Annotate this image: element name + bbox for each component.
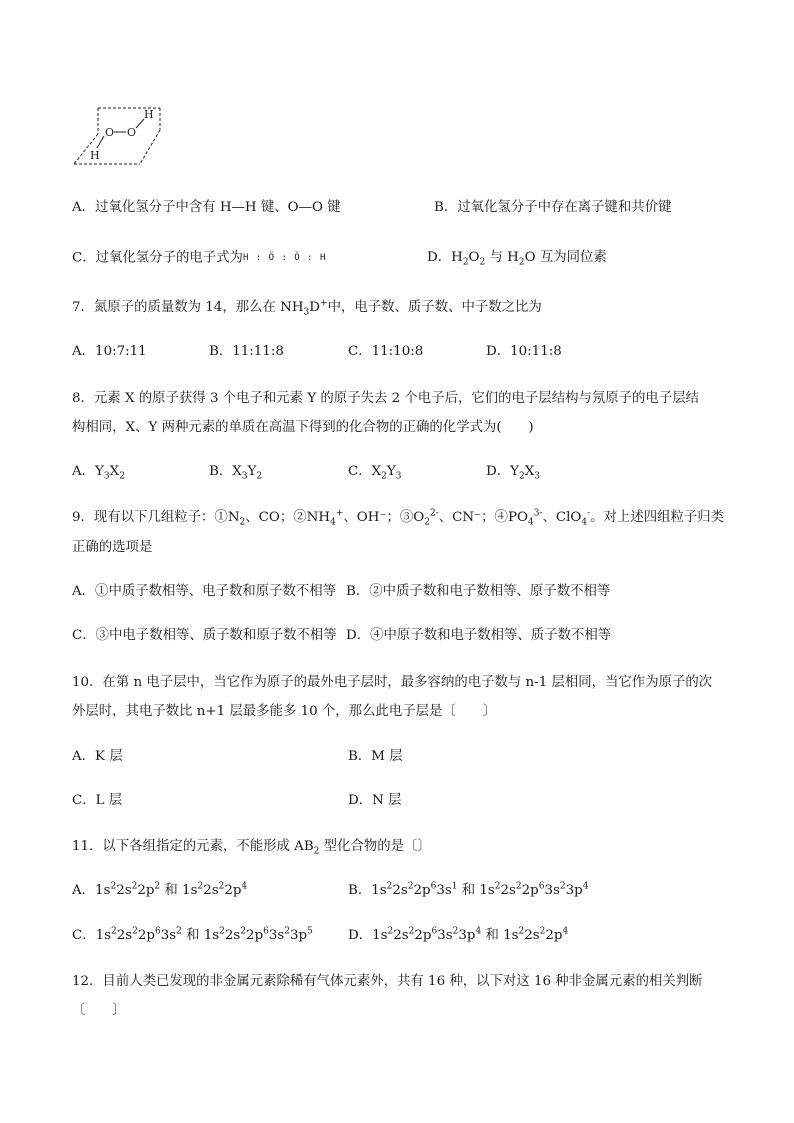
q9-l1-sup3: 3-: [533, 508, 543, 519]
q6-d-sub3: 2: [518, 257, 525, 268]
q11-a-p3: 2p: [137, 883, 155, 898]
q9-option-b[interactable]: B．②中质子数和电子数相等、原子数不相等: [346, 584, 611, 599]
q11-d-e6: 2: [518, 926, 525, 937]
q6-d-part3: 与 H: [485, 250, 519, 265]
q8-b-1: B．X: [209, 464, 242, 479]
q11-c-e3: 6: [155, 926, 161, 937]
q11-d-e4: 2: [452, 926, 459, 937]
q8-a-1: A．Y: [72, 464, 104, 479]
q9-l1-a: 9．现有以下几组粒子：①N: [72, 510, 240, 525]
q11-b-e2: 2: [407, 881, 414, 892]
q8-c-2: Y: [386, 464, 396, 479]
q11-b-p9: 3p: [565, 883, 583, 898]
q8-c-s2: 3: [395, 471, 402, 482]
q11-c-p2: 2s: [116, 928, 133, 943]
o-h-bond-top: [136, 119, 144, 128]
q11-c-e7: 6: [263, 926, 269, 937]
q11-stem-a: 11．以下各组指定的元素，不能形成 AB: [72, 839, 314, 854]
q9-stem-line1: [72, 508, 724, 528]
q6-d-part1: D．H: [427, 250, 463, 265]
atom-h-top: H: [144, 108, 154, 121]
q11-a-e2: 2: [131, 881, 138, 892]
q11-c-e4: 2: [176, 926, 182, 937]
q8-c-1: C．X: [348, 464, 382, 479]
o-h-bond-bottom: [97, 136, 104, 148]
q9-l1-d: 、CN⁻；④PO: [438, 510, 528, 525]
q11-b-p2: 2s: [392, 883, 408, 898]
q11-d-e2: 2: [408, 926, 415, 937]
q8-option-a[interactable]: [72, 462, 125, 482]
q11-b-e5: 2: [494, 881, 501, 892]
q11-c-e1: 2: [111, 926, 117, 937]
q6-option-a[interactable]: A．过氧化氢分子中含有 H—H 键、O—O 键: [72, 200, 341, 215]
q9-l1-s3: 2: [424, 517, 430, 528]
q11-d-p1: D．1s: [348, 928, 388, 943]
q9-option-d[interactable]: D．④中原子数和电子数相等、质子数不相等: [346, 628, 612, 643]
q8-d-s2: 3: [534, 471, 540, 482]
q9-l1-sup2: 2-: [429, 508, 439, 519]
q11-d-e8: 4: [562, 926, 569, 937]
q11-c-p9: 3p: [290, 928, 308, 943]
q11-c-p4: 3s: [160, 928, 177, 943]
q11-option-a[interactable]: [72, 881, 247, 901]
q11-a-e5: 2: [218, 881, 225, 892]
q8-d-1: D．Y: [486, 464, 519, 479]
q6-d-sub1: 2: [462, 257, 469, 268]
q10-option-b[interactable]: B．M 层: [348, 749, 403, 764]
q7-stem-sup: +: [320, 298, 328, 309]
q12-stem-line2: 〔 〕: [72, 1003, 126, 1018]
q9-l1-sup1: +: [335, 508, 344, 519]
q11-option-b[interactable]: [348, 881, 588, 901]
q11-d-p6: 和 1s: [481, 928, 519, 943]
q11-c-e5: 2: [219, 926, 225, 937]
q11-a-p5: 2s: [203, 883, 219, 898]
atom-o-left: O: [105, 126, 115, 139]
q11-a-p4: 和 1s: [160, 883, 198, 898]
q11-d-e3: 6: [431, 926, 438, 937]
q11-a-e1: 2: [110, 881, 117, 892]
q11-d-e1: 2: [387, 926, 394, 937]
q6-d-part4: O 互为同位素: [524, 250, 607, 265]
q11-c-e2: 2: [132, 926, 138, 937]
q6-option-c[interactable]: [72, 248, 326, 269]
q8-stem-line2: 构相同，X、Y 两种元素的单质在高温下得到的化合物的正确的化学式为( ): [72, 420, 534, 435]
q6-option-d[interactable]: [427, 248, 607, 268]
q7-option-a[interactable]: A．10:7:11: [72, 344, 147, 359]
q8-option-d[interactable]: [486, 462, 540, 482]
q7-option-d[interactable]: D．10:11:8: [486, 344, 562, 359]
q9-l1-s4: 4: [527, 517, 534, 528]
q8-b-s1: 3: [241, 471, 248, 482]
q8-a-s1: 3: [103, 471, 110, 482]
q7-option-b[interactable]: B．11:11:8: [209, 344, 284, 359]
q11-a-e3: 2: [154, 881, 161, 892]
q11-c-p1: C．1s: [72, 928, 112, 943]
q8-d-2: X: [524, 464, 535, 479]
q10-option-d[interactable]: D．N 层: [348, 793, 402, 808]
q9-option-c[interactable]: C．③中电子数相等、质子数和原子数不相等: [72, 628, 337, 643]
q7-stem-sub: 3: [303, 307, 310, 318]
q11-c-p8: 3s: [268, 928, 285, 943]
q11-b-p4: 3s: [436, 883, 452, 898]
q11-b-p5: 和 1s: [457, 883, 495, 898]
atom-o-right: O: [127, 126, 137, 139]
q10-stem-line1: 10．在第 n 电子层中，当它作为原子的最外电子层时，最多容纳的电子数与 n-1 层相同，当它作为原子的次: [72, 675, 713, 690]
q9-l1-e: 、ClO: [542, 510, 582, 525]
q7-stem-c: 中，电子数、质子数、中子数之比为: [327, 300, 542, 315]
q7-stem: [72, 298, 542, 318]
q9-l1-b: 、CO；②NH: [245, 510, 331, 525]
q11-c-p6: 2s: [224, 928, 241, 943]
plane-edge-diagonal-right: [140, 130, 160, 164]
q6-option-b[interactable]: B．过氧化氢分子中存在离子键和共价键: [434, 200, 672, 215]
q10-stem-line2: 外层时，其电子数比 n+1 层最多能多 10 个，那么此电子层是〔 〕: [72, 704, 496, 719]
q9-l1-sup4: -: [587, 508, 591, 519]
hydrogen-peroxide-structure-diagram: [72, 104, 166, 168]
q10-option-c[interactable]: C．L 层: [72, 793, 123, 808]
q11-a-e4: 2: [197, 881, 204, 892]
q8-a-s2: 2: [119, 471, 125, 482]
q8-a-2: X: [109, 464, 120, 479]
q11-option-d[interactable]: [348, 926, 568, 946]
electron-formula: H : Ö : Ö : H: [242, 253, 327, 263]
q11-c-p5: 和 1s: [181, 928, 220, 943]
q11-c-e6: 2: [240, 926, 247, 937]
atom-h-bottom: H: [90, 149, 100, 162]
q9-l1-c: 、OH⁻；③O: [343, 510, 425, 525]
q11-option-c[interactable]: [72, 926, 313, 946]
q8-d-s1: 2: [518, 471, 525, 482]
q7-stem-a: 7．氮原子的质量数为 14，那么在 NH: [72, 300, 304, 315]
q11-c-p3: 2p: [137, 928, 155, 943]
q11-stem-b: 型化合物的是〔〕: [319, 839, 431, 854]
q11-a-p6: 2p: [224, 883, 242, 898]
q11-b-e1: 2: [386, 881, 393, 892]
q7-stem-b: D: [309, 300, 321, 315]
q8-option-c[interactable]: [348, 462, 401, 482]
q11-c-e9: 5: [307, 926, 313, 937]
q11-b-e7: 6: [538, 881, 545, 892]
q11-b-p3: 2p: [413, 883, 431, 898]
q9-l1-s1: 2: [239, 517, 246, 528]
q11-d-p4: 3s: [437, 928, 453, 943]
q12-stem-line1: 12．目前人类已发现的非金属元素除稀有气体元素外，共有 16 种，以下对这 16 种非金属元素的相关判断: [72, 974, 703, 989]
q11-b-e4: 1: [451, 881, 458, 892]
q9-option-a[interactable]: A．①中质子数相等、电子数和原子数不相等: [72, 584, 337, 599]
q11-stem: [72, 837, 431, 857]
q9-l1-s2: 4: [330, 517, 336, 528]
q10-option-a[interactable]: A．K 层: [72, 749, 123, 764]
q11-d-p7: 2s: [524, 928, 540, 943]
q11-b-e8: 2: [559, 881, 566, 892]
q11-b-p1: B．1s: [348, 883, 387, 898]
q6-option-c-text: C．过氧化氢分子的电子式为: [72, 250, 243, 266]
q11-d-e5: 4: [475, 926, 482, 937]
q6-d-sub2: 2: [479, 257, 486, 268]
q11-c-e8: 2: [284, 926, 291, 937]
q6-d-part2: O: [468, 250, 480, 265]
q11-b-e9: 4: [582, 881, 589, 892]
q11-a-p1: A．1s: [72, 883, 111, 898]
q11-d-e7: 2: [539, 926, 546, 937]
q7-option-c[interactable]: C．11:10:8: [348, 344, 424, 359]
q9-l1-f: 。对上述四组粒子归类: [590, 510, 725, 525]
q11-b-e3: 6: [430, 881, 437, 892]
q11-b-e6: 2: [515, 881, 522, 892]
q11-b-p8: 3s: [544, 883, 560, 898]
q8-option-b[interactable]: [209, 462, 262, 482]
q8-b-s2: 2: [256, 471, 263, 482]
q11-b-p7: 2p: [521, 883, 539, 898]
q9-l1-s5: 4: [581, 517, 588, 528]
q9-stem-line2: 正确的选项是: [72, 540, 153, 555]
q11-d-p3: 2p: [414, 928, 432, 943]
q8-c-s1: 2: [381, 471, 387, 482]
q11-d-p8: 2p: [545, 928, 563, 943]
q11-d-p2: 2s: [393, 928, 409, 943]
q11-d-p5: 3p: [458, 928, 476, 943]
q11-b-p6: 2s: [500, 883, 516, 898]
q8-b-2: Y: [247, 464, 257, 479]
q11-stem-sub: 2: [313, 846, 320, 857]
q8-stem-line1: 8．元素 X 的原子获得 3 个电子和元素 Y 的原子失去 2 个电子后，它们的电子层结构与氖原子的电子层结: [72, 391, 699, 406]
h2o2-structure-svg: [72, 104, 166, 168]
q11-a-p2: 2s: [116, 883, 132, 898]
q11-a-e6: 4: [241, 881, 248, 892]
q11-c-p7: 2p: [246, 928, 264, 943]
